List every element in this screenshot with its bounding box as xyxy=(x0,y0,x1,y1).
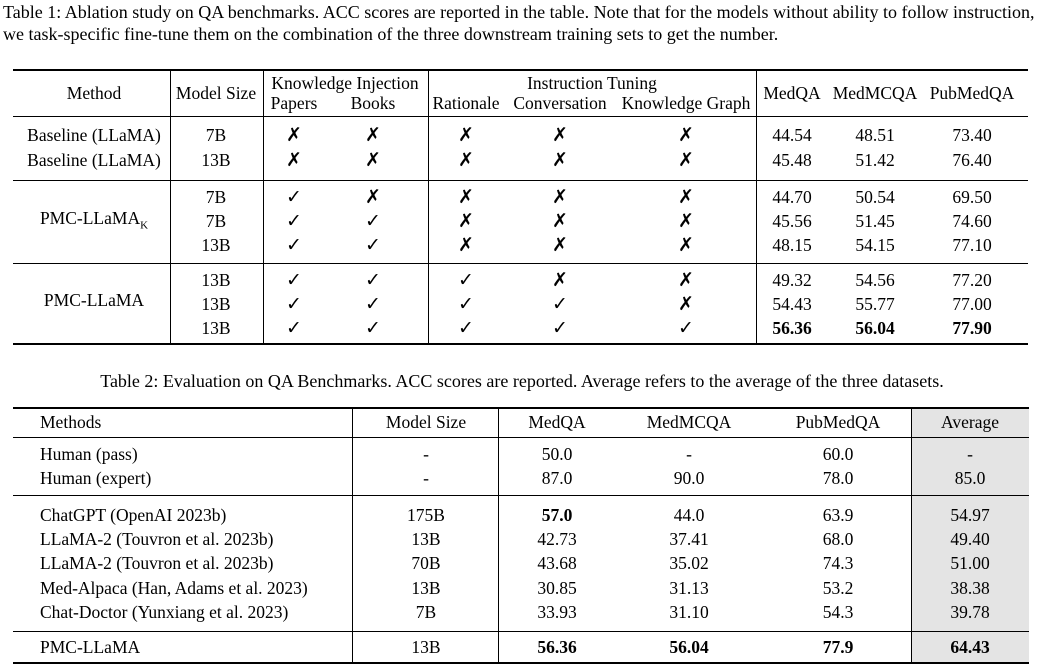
cell-medmcqa: 35.02 xyxy=(669,553,709,573)
cell-model-size: 13B xyxy=(201,318,231,338)
cell-books: ✓ xyxy=(365,269,381,291)
cell-method: Chat-Doctor (Yunxiang et al. 2023) xyxy=(40,602,289,622)
table2-vline-1 xyxy=(352,408,353,662)
cell-model-size: 13B xyxy=(201,150,231,170)
header-pubmedqa: PubMedQA xyxy=(929,83,1015,103)
cell-medmcqa: 31.13 xyxy=(669,578,709,598)
cell-average: 51.00 xyxy=(950,553,990,573)
cell-medqa: 30.85 xyxy=(537,578,577,598)
table1-vline-2 xyxy=(263,70,264,343)
header-papers: Papers xyxy=(270,93,318,113)
cell-books: ✓ xyxy=(365,317,381,339)
cell-rationale: ✓ xyxy=(458,317,474,339)
cell-knowledge-graph: ✗ xyxy=(678,269,694,291)
cell-model-size: 7B xyxy=(415,602,437,622)
cell-medqa: 43.68 xyxy=(537,553,577,573)
cell-papers: ✓ xyxy=(286,317,302,339)
cell-knowledge-graph: ✗ xyxy=(678,186,694,208)
cell-pubmedqa: 74.60 xyxy=(952,211,992,231)
header-pubmedqa-2: PubMedQA xyxy=(795,412,881,432)
cell-method: Human (pass) xyxy=(40,444,138,464)
cell-pubmedqa: 53.2 xyxy=(822,578,854,598)
cell-papers: ✓ xyxy=(286,293,302,315)
group-label-pmc-llama-k-subscript: K xyxy=(140,219,149,232)
table2-header-rule xyxy=(13,437,1029,438)
table1-top-rule xyxy=(13,69,1028,71)
table1-caption: Table 1: Ablation study on QA benchmarks. ACC scores are reported in the table. Note that for the models without ability to follow instruction, we task-specific fine-tune them on the combination of the three downstream training sets to get the number. xyxy=(3,2,1035,44)
cell-medmcqa: 56.04 xyxy=(669,637,709,657)
cell-model-size: - xyxy=(423,444,429,464)
cell-average: 64.43 xyxy=(950,637,990,657)
cell-medqa: 87.0 xyxy=(541,468,573,488)
cell-average: - xyxy=(967,444,973,464)
cell-knowledge-graph: ✗ xyxy=(678,293,694,315)
header-medqa-2: MedQA xyxy=(528,412,586,432)
cell-medqa: 44.54 xyxy=(772,125,812,145)
cell-conversation: ✗ xyxy=(552,186,568,208)
cell-average: 54.97 xyxy=(950,505,990,525)
cell-method: Baseline (LLaMA) xyxy=(27,150,161,170)
cell-pubmedqa: 74.3 xyxy=(822,553,854,573)
cell-rationale: ✗ xyxy=(458,149,474,171)
cell-papers: ✓ xyxy=(286,186,302,208)
table2-group-rule-1 xyxy=(13,495,1029,496)
cell-average: 49.40 xyxy=(950,529,990,549)
group-label-pmc-llama-k xyxy=(40,208,148,232)
table1-header-rule xyxy=(13,116,1028,117)
cell-model-size: 70B xyxy=(411,553,441,573)
cell-books: ✓ xyxy=(365,234,381,256)
header-rationale: Rationale xyxy=(432,93,500,113)
cell-medqa: 45.48 xyxy=(772,150,812,170)
header-conversation: Conversation xyxy=(513,93,607,113)
cell-knowledge-graph: ✗ xyxy=(678,124,694,146)
table1-bottom-rule xyxy=(13,343,1028,345)
cell-medmcqa: 51.42 xyxy=(855,150,895,170)
cell-model-size: 13B xyxy=(201,270,231,290)
cell-knowledge-graph: ✓ xyxy=(678,317,694,339)
cell-conversation: ✗ xyxy=(552,234,568,256)
header-method: Method xyxy=(66,83,122,103)
cell-method: ChatGPT (OpenAI 2023b) xyxy=(40,505,227,525)
cell-pubmedqa: 76.40 xyxy=(952,150,992,170)
cell-method: Human (expert) xyxy=(40,468,152,488)
cell-medmcqa: 54.56 xyxy=(855,270,895,290)
header-knowledge-injection: Knowledge Injection xyxy=(271,73,419,93)
header-model-size: Model Size xyxy=(175,83,257,103)
cell-papers: ✓ xyxy=(286,210,302,232)
cell-medqa: 48.15 xyxy=(772,235,812,255)
cell-average: 38.38 xyxy=(950,578,990,598)
cell-medmcqa: 44.0 xyxy=(673,505,705,525)
cell-pubmedqa: 60.0 xyxy=(822,444,854,464)
cell-papers: ✓ xyxy=(286,269,302,291)
cell-model-size: 13B xyxy=(201,294,231,314)
cell-model-size: 13B xyxy=(411,529,441,549)
cell-medmcqa: 54.15 xyxy=(855,235,895,255)
cell-conversation: ✗ xyxy=(552,124,568,146)
table2-caption: Table 2: Evaluation on QA Benchmarks. ACC scores are reported. Average refers to the average of the three datasets. xyxy=(100,371,944,391)
cell-pubmedqa: 77.90 xyxy=(952,318,992,338)
header-knowledge-graph: Knowledge Graph xyxy=(621,93,751,113)
cell-medmcqa: 50.54 xyxy=(855,187,895,207)
cell-model-size: 7B xyxy=(205,211,227,231)
cell-papers: ✗ xyxy=(286,149,302,171)
table2-vline-2 xyxy=(498,408,499,662)
header-average: Average xyxy=(941,412,999,432)
cell-method: Med-Alpaca (Han, Adams et al. 2023) xyxy=(40,578,308,598)
cell-conversation: ✓ xyxy=(552,293,568,315)
cell-books: ✓ xyxy=(365,210,381,232)
cell-books: ✗ xyxy=(365,124,381,146)
cell-conversation: ✗ xyxy=(552,269,568,291)
cell-rationale: ✗ xyxy=(458,210,474,232)
cell-pubmedqa: 77.00 xyxy=(952,294,992,314)
cell-pubmedqa: 69.50 xyxy=(952,187,992,207)
cell-medmcqa: 56.04 xyxy=(855,318,895,338)
cell-medqa: 56.36 xyxy=(772,318,812,338)
cell-pubmedqa: 73.40 xyxy=(952,125,992,145)
cell-pubmedqa: 78.0 xyxy=(822,468,854,488)
cell-average: 39.78 xyxy=(950,602,990,622)
cell-method: LLaMA-2 (Touvron et al. 2023b) xyxy=(40,553,274,573)
header-medmcqa: MedMCQA xyxy=(832,83,918,103)
cell-papers: ✗ xyxy=(286,124,302,146)
cell-pubmedqa: 77.10 xyxy=(952,235,992,255)
cell-pubmedqa: 68.0 xyxy=(822,529,854,549)
table1-vline-4 xyxy=(756,70,757,343)
cell-conversation: ✓ xyxy=(552,317,568,339)
cell-medqa: 57.0 xyxy=(541,505,573,525)
cell-medqa: 42.73 xyxy=(537,529,577,549)
cell-medmcqa: 55.77 xyxy=(855,294,895,314)
cell-model-size: 7B xyxy=(205,125,227,145)
cell-model-size: 13B xyxy=(411,578,441,598)
cell-medqa: 49.32 xyxy=(772,270,812,290)
header-instruction-tuning: Instruction Tuning xyxy=(527,73,657,93)
group-label-pmc-llama-k-name: PMC-LLaMA xyxy=(39,208,141,228)
table2-top-rule xyxy=(13,407,1029,409)
cell-conversation: ✗ xyxy=(552,210,568,232)
cell-medqa: 33.93 xyxy=(537,602,577,622)
cell-rationale: ✗ xyxy=(458,124,474,146)
cell-model-size: 13B xyxy=(411,637,441,657)
cell-pubmedqa: 54.3 xyxy=(822,602,854,622)
table2-vline-3 xyxy=(911,408,912,662)
cell-medmcqa: - xyxy=(686,444,692,464)
cell-rationale: ✗ xyxy=(458,186,474,208)
cell-knowledge-graph: ✗ xyxy=(678,149,694,171)
cell-pubmedqa: 77.9 xyxy=(822,637,854,657)
table1-vline-1 xyxy=(170,70,171,343)
cell-medqa: 45.56 xyxy=(772,211,812,231)
cell-medqa: 56.36 xyxy=(537,637,577,657)
cell-model-size: 7B xyxy=(205,187,227,207)
cell-model-size: - xyxy=(423,468,429,488)
table1-group-rule-2 xyxy=(13,263,1028,264)
cell-average: 85.0 xyxy=(954,468,986,488)
cell-pubmedqa: 77.20 xyxy=(952,270,992,290)
header-methods: Methods xyxy=(40,412,102,432)
header-medqa: MedQA xyxy=(763,83,821,103)
cell-medmcqa: 37.41 xyxy=(669,529,709,549)
table2-bottom-rule xyxy=(13,662,1029,664)
cell-method: Baseline (LLaMA) xyxy=(27,125,161,145)
cell-rationale: ✓ xyxy=(458,293,474,315)
cell-pubmedqa: 63.9 xyxy=(822,505,854,525)
cell-books: ✗ xyxy=(365,186,381,208)
cell-medqa: 54.43 xyxy=(772,294,812,314)
cell-rationale: ✓ xyxy=(458,269,474,291)
cell-books: ✗ xyxy=(365,149,381,171)
cell-books: ✓ xyxy=(365,293,381,315)
cell-medmcqa: 48.51 xyxy=(855,125,895,145)
table2-group-rule-2 xyxy=(13,631,1029,632)
cell-model-size: 175B xyxy=(407,505,445,525)
group-label-pmc-llama: PMC-LLaMA xyxy=(43,290,145,310)
cell-medmcqa: 31.10 xyxy=(669,602,709,622)
cell-rationale: ✗ xyxy=(458,234,474,256)
cell-papers: ✓ xyxy=(286,234,302,256)
header-model-size-2: Model Size xyxy=(385,412,467,432)
cell-method: LLaMA-2 (Touvron et al. 2023b) xyxy=(40,529,274,549)
cell-method: PMC-LLaMA xyxy=(40,637,141,657)
cell-model-size: 13B xyxy=(201,235,231,255)
cell-medmcqa: 90.0 xyxy=(673,468,705,488)
cell-knowledge-graph: ✗ xyxy=(678,210,694,232)
table1-vline-3 xyxy=(428,70,429,343)
cell-knowledge-graph: ✗ xyxy=(678,234,694,256)
cell-medmcqa: 51.45 xyxy=(855,211,895,231)
table1-group-rule-1 xyxy=(13,180,1028,181)
cell-medqa: 44.70 xyxy=(772,187,812,207)
header-books: Books xyxy=(350,93,396,113)
header-medmcqa-2: MedMCQA xyxy=(646,412,732,432)
cell-conversation: ✗ xyxy=(552,149,568,171)
cell-medqa: 50.0 xyxy=(541,444,573,464)
